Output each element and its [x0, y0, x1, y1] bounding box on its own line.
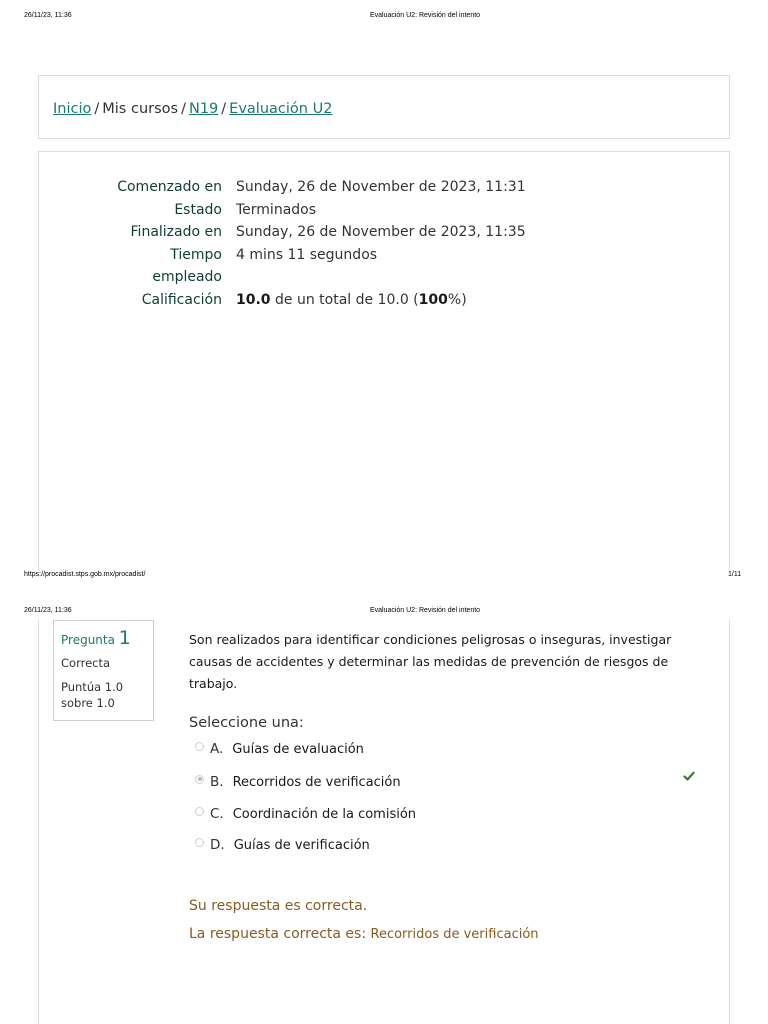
summary-row-state [79, 199, 526, 222]
print-header-datetime: 26/11/23, 11:36 [24, 12, 72, 19]
breadcrumb [38, 75, 730, 139]
feedback-correct: Su respuesta es correcta. [189, 898, 368, 914]
finished-value: Sunday, 26 de November de 2023, 11:35 [236, 224, 526, 240]
time-label-line2: empleado [152, 269, 222, 285]
time-label [79, 244, 229, 289]
answer-prompt: Seleccione una: [189, 715, 304, 731]
answer-letter: A. [210, 741, 224, 757]
answer-letter: C. [210, 806, 224, 822]
breadcrumb-separator: / [181, 101, 186, 117]
state-label: Estado [174, 201, 222, 218]
answer-letter: B. [210, 774, 224, 790]
summary-row-finished [79, 221, 526, 244]
time-value: 4 mins 11 segundos [236, 246, 378, 263]
breadcrumb-link-inicio[interactable]: Inicio [53, 101, 92, 117]
finished-label: Finalizado en [130, 224, 222, 240]
question-number-value: 1 [118, 627, 131, 649]
state-value: Terminados [236, 201, 317, 218]
attempt-summary-table [79, 176, 526, 311]
time-label-line1: Tiempo [170, 246, 222, 263]
answer-option-a[interactable] [195, 741, 364, 757]
grade-score: 10.0 [236, 291, 271, 308]
attempt-summary-panel [38, 151, 730, 571]
answer-text: Guías de verificación [233, 837, 370, 853]
print-footer-page: 1/11 [728, 571, 742, 578]
question-text [189, 629, 709, 695]
grade-percent: 100 [418, 291, 448, 308]
grade-end: %) [447, 291, 467, 308]
question-info-box [53, 620, 154, 721]
answer-text: Recorridos de verificación [232, 774, 401, 790]
radio-button-selected[interactable] [195, 775, 204, 784]
answer-option-c[interactable] [195, 806, 416, 822]
question-grade-line1: Puntúa 1.0 [61, 680, 124, 694]
summary-row-time [79, 244, 526, 289]
print-header-datetime: 26/11/23, 11:36 [24, 607, 72, 614]
breadcrumb-link-quiz[interactable]: Evaluación U2 [229, 101, 333, 117]
question-text-line2: causas de accidentes y determinar las medidas de prevención de riesgos de [189, 654, 669, 669]
check-icon [683, 770, 695, 782]
feedback-answer: Recorridos de verificación [370, 927, 539, 942]
question-label: Pregunta [61, 633, 115, 647]
started-label: Comenzado en [117, 179, 222, 195]
answer-text: Guías de evaluación [232, 741, 364, 757]
question-grade [61, 679, 146, 711]
question-text-line1: Son realizados para identificar condiciones peligrosas o inseguras, investigar [189, 632, 672, 647]
question-state: Correcta [61, 656, 111, 670]
print-footer-url: https://procadist.stps.gob.mx/procadist/ [24, 571, 146, 578]
breadcrumb-link-course[interactable]: N19 [188, 101, 219, 117]
feedback-right-answer [189, 926, 539, 942]
answer-text: Coordinación de la comisión [232, 806, 417, 822]
grade-mid: de un total de 10.0 ( [275, 291, 419, 308]
breadcrumb-mis-cursos: Mis cursos [102, 101, 179, 117]
answer-letter: D. [210, 837, 225, 853]
answer-option-d[interactable] [195, 837, 370, 853]
radio-button[interactable] [195, 742, 204, 751]
question-number [61, 627, 146, 649]
print-header-title: Evaluación U2: Revisión del intento [369, 607, 481, 614]
feedback-prefix: La respuesta correcta es: [189, 926, 371, 942]
print-header-title: Evaluación U2: Revisión del intento [369, 12, 481, 19]
question-grade-line2: sobre 1.0 [61, 696, 115, 710]
started-value: Sunday, 26 de November de 2023, 11:31 [236, 179, 526, 195]
breadcrumb-separator: / [94, 101, 100, 117]
grade-value [229, 289, 526, 312]
breadcrumb-separator: / [221, 101, 227, 117]
radio-button[interactable] [195, 807, 204, 816]
radio-button[interactable] [195, 838, 204, 847]
answer-option-b[interactable] [195, 774, 401, 790]
summary-row-started [79, 176, 526, 199]
grade-label: Calificación [141, 291, 222, 308]
question-text-line3: trabajo. [189, 676, 238, 691]
summary-row-grade [79, 289, 526, 312]
